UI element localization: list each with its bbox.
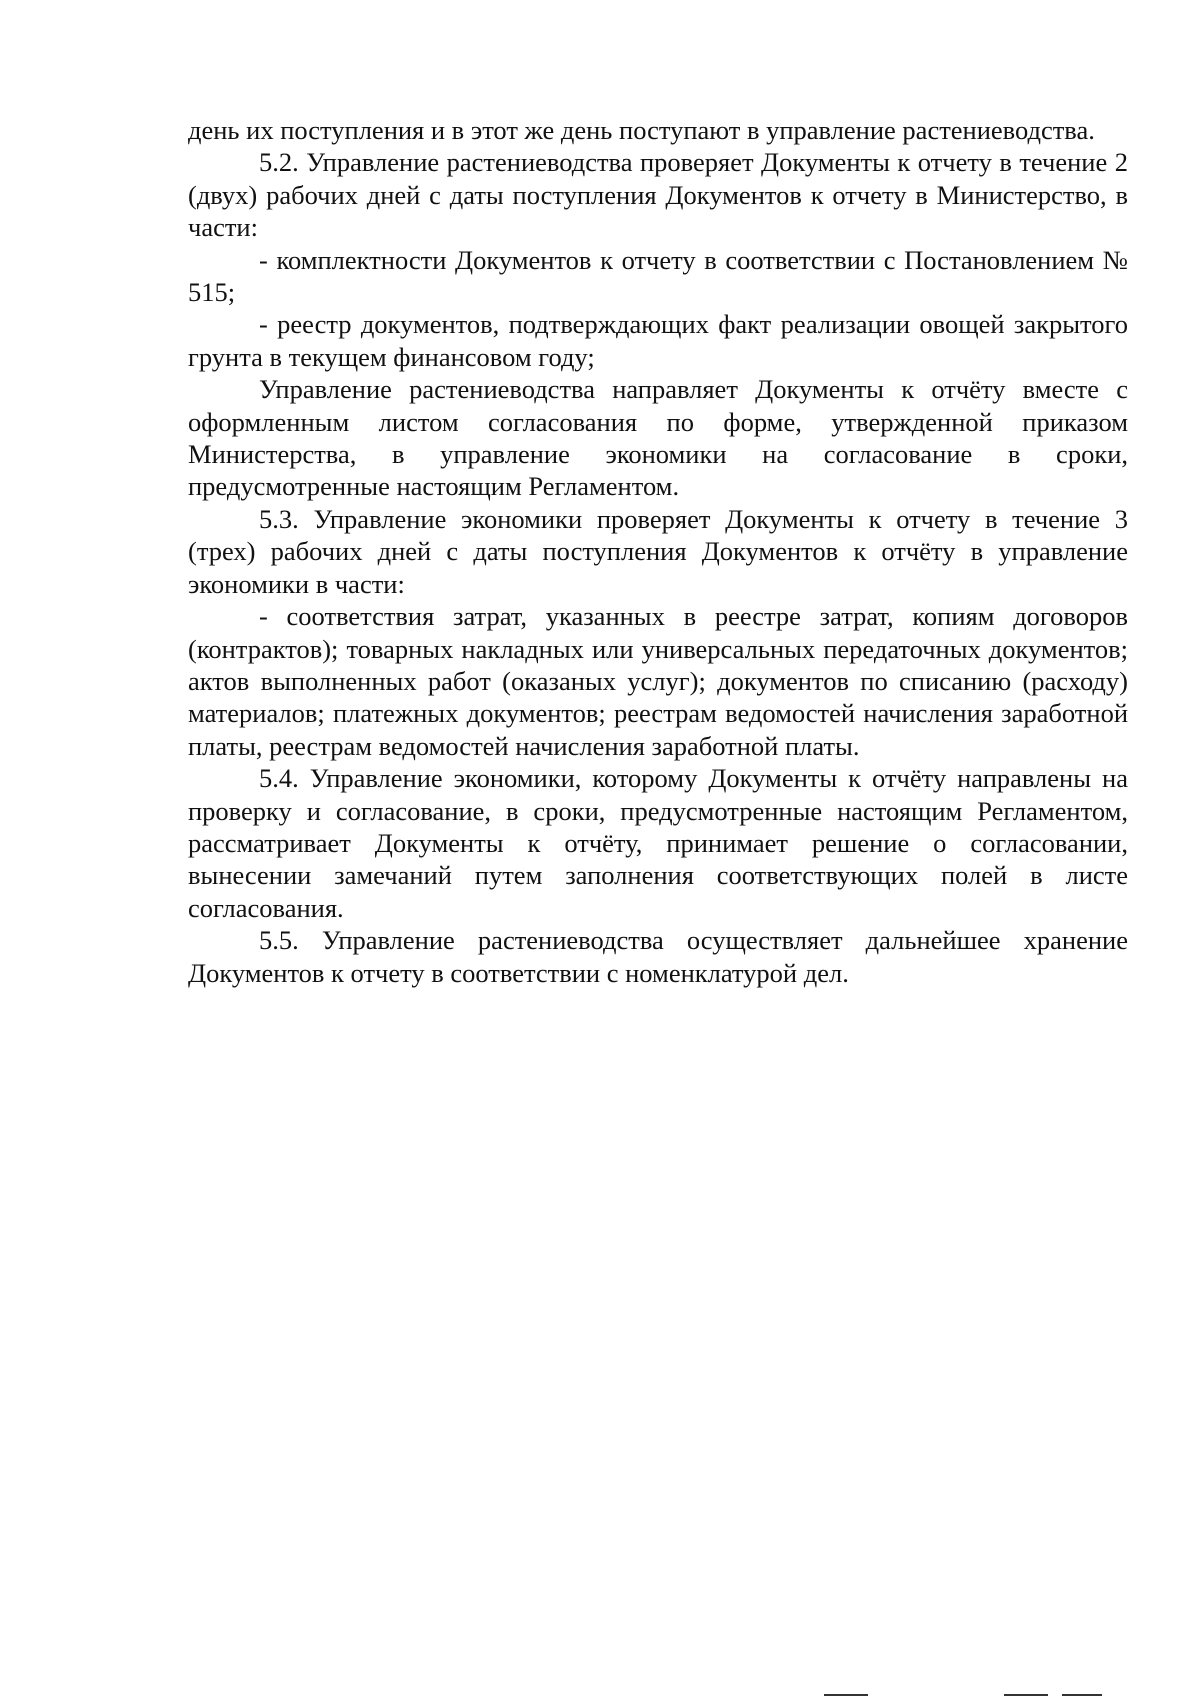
scan-mark — [1062, 1694, 1102, 1696]
paragraph-5-2: 5.2. Управление растениеводства проверяет Документы к отчету в течение 2 (двух) рабочих дней с даты поступления Документов к отчету в Министерство, в части: — [188, 147, 1128, 243]
list-item-registry: - реестр документов, подтверждающих факт реализации овощей закрытого грунта в текущем финансовом году; — [188, 309, 1128, 372]
paragraph-5-5: 5.5. Управление растениеводства осуществляет дальнейшее хранение Документов к отчету в соответствии с номенклатурой дел. — [188, 925, 1128, 988]
document-body — [188, 114, 1128, 989]
list-item-completeness: - комплектности Документов к отчету в соответствии с Постановлением № 515; — [188, 244, 1128, 308]
scan-edge-marks — [0, 1690, 1200, 1699]
paragraph-continuation: день их поступления и в этот же день поступают в управление растениеводства. — [188, 115, 1095, 145]
paragraph-approval-routing: Управление растениеводства направляет Документы к отчёту вместе с оформленным листом согласования по форме, утвержденной приказом Министерства, в управление экономики на согласование в сроки, предусмотренные настоящим Регламентом. — [188, 374, 1128, 502]
paragraph-5-3: 5.3. Управление экономики проверяет Документы к отчету в течение 3 (трех) рабочих дней с даты поступления Документов к отчёту в управление экономики в части: — [188, 503, 1128, 599]
paragraph-5-4: 5.4. Управление экономики, которому Документы к отчёту направлены на проверку и согласование, в сроки, предусмотренные настоящим Регламентом, рассматривает Документы к отчёту, принимает решение о согласовании, вынесении замечаний путем заполнения соответствующих полей в листе согласования. — [188, 763, 1128, 923]
scan-mark — [824, 1694, 868, 1696]
scan-mark — [1004, 1694, 1048, 1696]
list-item-cost-compliance: - соответствия затрат, указанных в реестре затрат, копиям договоров (контрактов); товарных накладных или универсальных передаточных документов; актов выполненных работ (оказаных услуг); документов по списанию (расходу) материалов; платежных документов; реестрам ведомостей начисления заработной платы, реестрам ведомостей начисления заработной платы. — [188, 601, 1128, 761]
